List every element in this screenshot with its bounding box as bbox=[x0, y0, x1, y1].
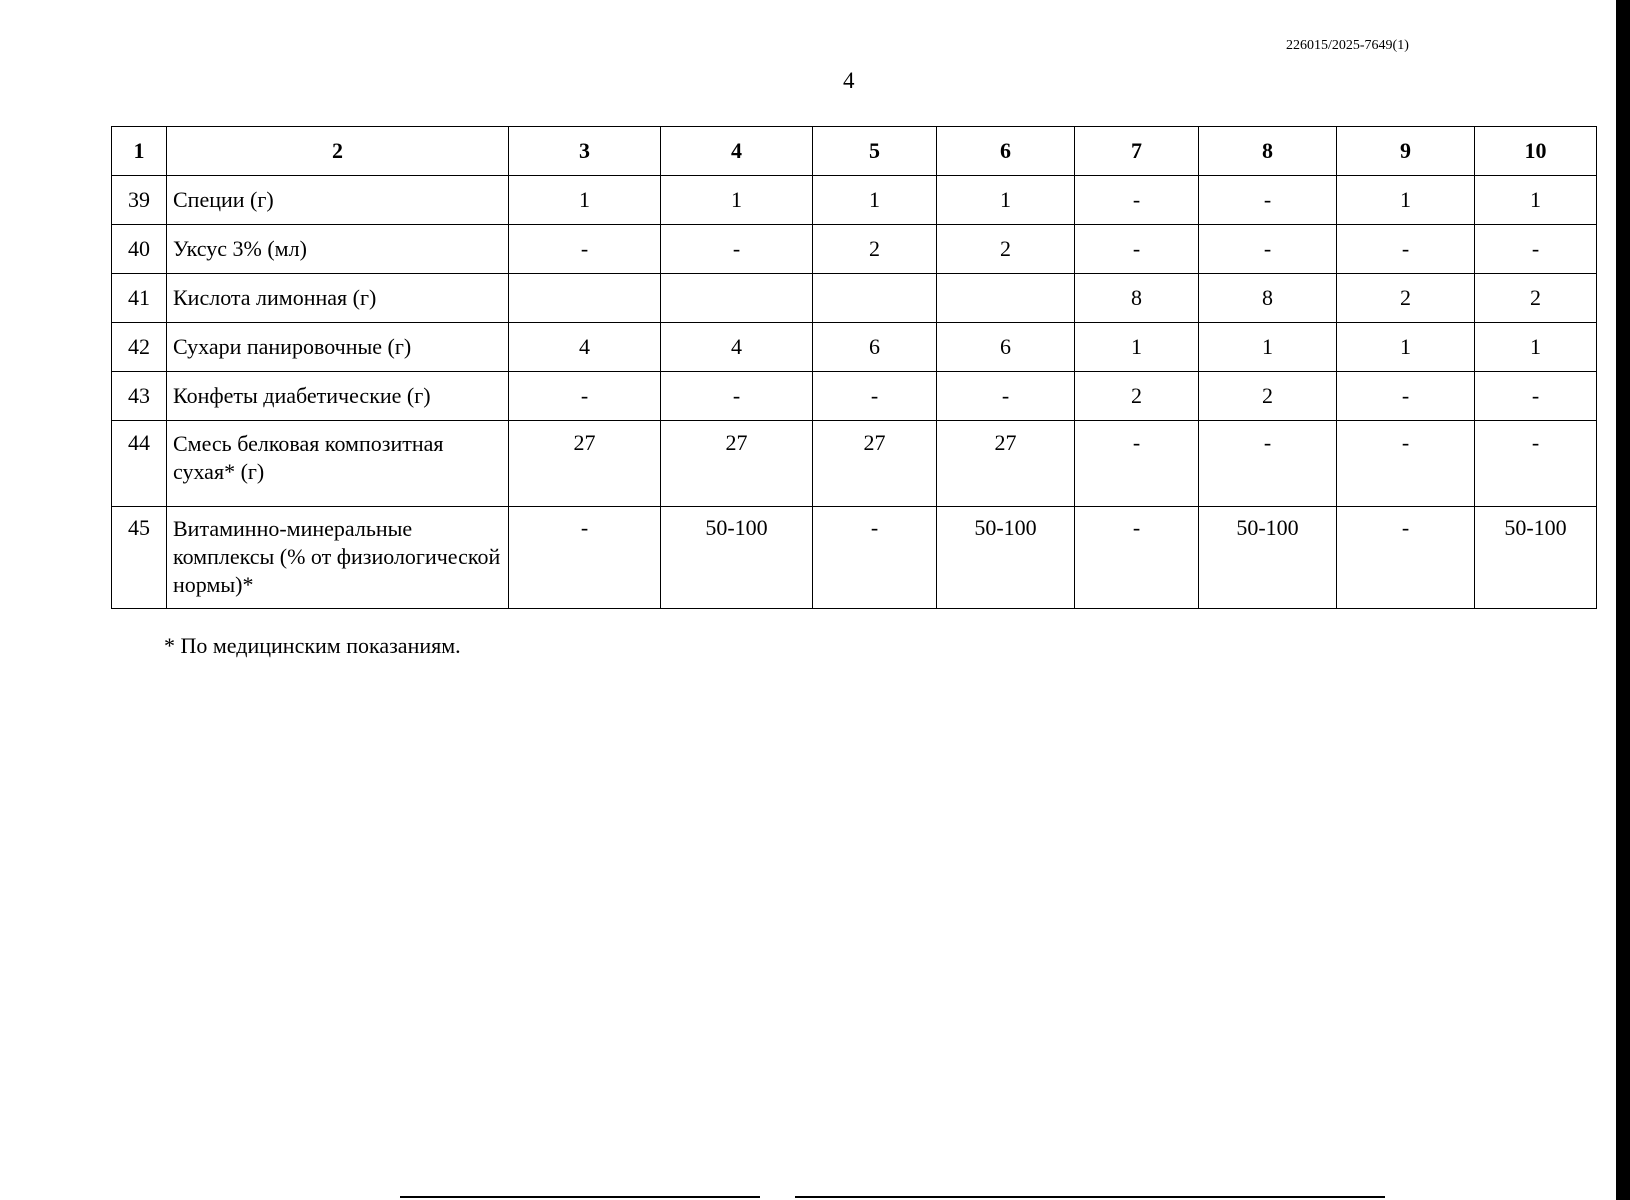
table-row bbox=[112, 507, 1597, 609]
value-cell bbox=[661, 274, 813, 323]
header-row bbox=[112, 127, 1597, 176]
product-name: Специи (г) bbox=[167, 176, 509, 225]
value-cell: 27 bbox=[509, 421, 661, 507]
value-cell: 4 bbox=[509, 323, 661, 372]
header-cell: 2 bbox=[167, 127, 509, 176]
value-cell: 27 bbox=[813, 421, 937, 507]
document-reference-number: 226015/2025-7649(1) bbox=[1286, 38, 1409, 53]
value-cell: 1 bbox=[509, 176, 661, 225]
product-name: Кислота лимонная (г) bbox=[167, 274, 509, 323]
row-number: 42 bbox=[112, 323, 167, 372]
value-cell: - bbox=[509, 225, 661, 274]
bottom-rule-left bbox=[400, 1196, 760, 1198]
value-cell: 1 bbox=[1337, 323, 1475, 372]
value-cell: - bbox=[1337, 372, 1475, 421]
value-cell: 27 bbox=[937, 421, 1075, 507]
value-cell: 1 bbox=[1199, 323, 1337, 372]
value-cell bbox=[813, 274, 937, 323]
row-number: 40 bbox=[112, 225, 167, 274]
value-cell: 2 bbox=[813, 225, 937, 274]
product-name: Конфеты диабетические (г) bbox=[167, 372, 509, 421]
product-name: Сухари панировочные (г) bbox=[167, 323, 509, 372]
value-cell: 4 bbox=[661, 323, 813, 372]
value-cell: 50-100 bbox=[1475, 507, 1597, 609]
table-row bbox=[112, 225, 1597, 274]
value-cell: - bbox=[661, 372, 813, 421]
value-cell bbox=[937, 274, 1075, 323]
header-cell: 7 bbox=[1075, 127, 1199, 176]
value-cell: - bbox=[1199, 176, 1337, 225]
row-number: 39 bbox=[112, 176, 167, 225]
table-row bbox=[112, 176, 1597, 225]
value-cell: - bbox=[1075, 225, 1199, 274]
value-cell: 1 bbox=[1475, 176, 1597, 225]
value-cell: - bbox=[813, 507, 937, 609]
value-cell: - bbox=[1337, 507, 1475, 609]
value-cell: 8 bbox=[1075, 274, 1199, 323]
product-name: Смесь белковая композитная сухая* (г) bbox=[167, 421, 509, 507]
product-name: Уксус 3% (мл) bbox=[167, 225, 509, 274]
value-cell: 1 bbox=[1337, 176, 1475, 225]
row-number: 44 bbox=[112, 421, 167, 507]
row-number: 45 bbox=[112, 507, 167, 609]
row-number: 43 bbox=[112, 372, 167, 421]
header-cell: 4 bbox=[661, 127, 813, 176]
header-cell: 1 bbox=[112, 127, 167, 176]
value-cell: 1 bbox=[937, 176, 1075, 225]
product-name: Витаминно-минеральные комплексы (% от физиологической нормы)* bbox=[167, 507, 509, 609]
value-cell: 50-100 bbox=[937, 507, 1075, 609]
value-cell: 2 bbox=[1475, 274, 1597, 323]
value-cell: 1 bbox=[1075, 323, 1199, 372]
value-cell: 2 bbox=[1337, 274, 1475, 323]
value-cell: - bbox=[1475, 421, 1597, 507]
value-cell: - bbox=[1199, 225, 1337, 274]
value-cell: - bbox=[1075, 507, 1199, 609]
value-cell: 8 bbox=[1199, 274, 1337, 323]
value-cell: - bbox=[661, 225, 813, 274]
value-cell: 2 bbox=[937, 225, 1075, 274]
bottom-rule-right bbox=[795, 1196, 1385, 1198]
header-cell: 8 bbox=[1199, 127, 1337, 176]
value-cell: 50-100 bbox=[1199, 507, 1337, 609]
value-cell: - bbox=[937, 372, 1075, 421]
value-cell: 50-100 bbox=[661, 507, 813, 609]
header-cell: 6 bbox=[937, 127, 1075, 176]
value-cell: 2 bbox=[1199, 372, 1337, 421]
header-cell: 9 bbox=[1337, 127, 1475, 176]
value-cell: - bbox=[1337, 225, 1475, 274]
value-cell: - bbox=[1475, 225, 1597, 274]
table-row bbox=[112, 323, 1597, 372]
value-cell: - bbox=[1075, 421, 1199, 507]
value-cell: 2 bbox=[1075, 372, 1199, 421]
value-cell: - bbox=[813, 372, 937, 421]
value-cell: 6 bbox=[813, 323, 937, 372]
row-number: 41 bbox=[112, 274, 167, 323]
footnote: * По медицинским показаниям. bbox=[164, 633, 461, 658]
header-cell: 3 bbox=[509, 127, 661, 176]
header-cell: 10 bbox=[1475, 127, 1597, 176]
value-cell: - bbox=[509, 372, 661, 421]
value-cell: 1 bbox=[1475, 323, 1597, 372]
table-row bbox=[112, 421, 1597, 507]
scan-edge bbox=[1616, 0, 1630, 1200]
value-cell: - bbox=[1475, 372, 1597, 421]
norms-table bbox=[111, 126, 1597, 609]
value-cell: 1 bbox=[813, 176, 937, 225]
value-cell: - bbox=[1075, 176, 1199, 225]
table-row bbox=[112, 274, 1597, 323]
value-cell: 27 bbox=[661, 421, 813, 507]
value-cell: - bbox=[509, 507, 661, 609]
table-row bbox=[112, 372, 1597, 421]
value-cell: 6 bbox=[937, 323, 1075, 372]
page-number: 4 bbox=[843, 68, 855, 93]
value-cell bbox=[509, 274, 661, 323]
value-cell: - bbox=[1337, 421, 1475, 507]
value-cell: 1 bbox=[661, 176, 813, 225]
value-cell: - bbox=[1199, 421, 1337, 507]
header-cell: 5 bbox=[813, 127, 937, 176]
